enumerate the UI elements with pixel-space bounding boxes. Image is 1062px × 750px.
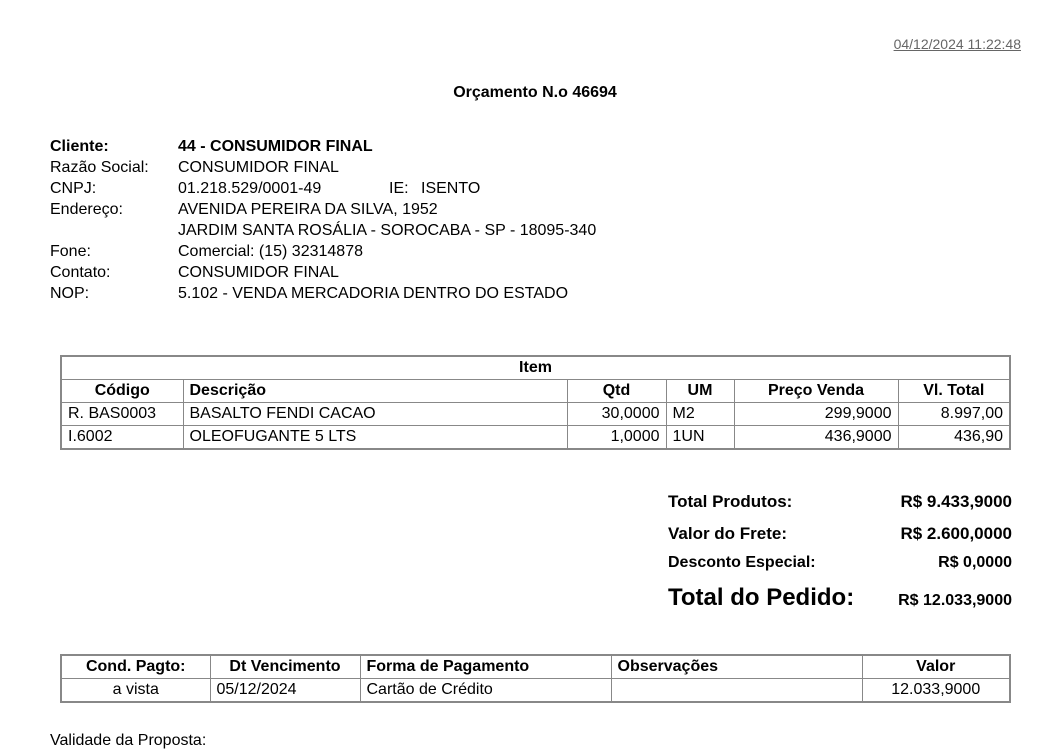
table-row (61, 679, 1010, 703)
frete-value: R$ 2.600,0000 (900, 524, 1012, 543)
total-pedido-label: Total do Pedido: (668, 584, 855, 611)
header-preco: Preço Venda (734, 380, 898, 403)
total-produtos-label: Total Produtos: (668, 492, 793, 511)
items-caption: Item (61, 356, 1010, 380)
header-total: Vl. Total (898, 380, 1010, 403)
header-um: UM (666, 380, 734, 403)
cell-qtd: 30,0000 (567, 403, 666, 426)
header-cond-pagto: Cond. Pagto: (61, 655, 210, 679)
cell-preco: 436,9000 (734, 426, 898, 450)
frete-label: Valor do Frete: (668, 524, 788, 543)
header-forma-pagamento: Forma de Pagamento (360, 655, 611, 679)
endereco-label: Endereço: (50, 201, 123, 218)
header-descricao: Descrição (183, 380, 567, 403)
contato-value: CONSUMIDOR FINAL (178, 264, 339, 281)
client-value: 44 - CONSUMIDOR FINAL (178, 138, 373, 155)
cell-um: 1UN (666, 426, 734, 450)
page-title: Orçamento N.o 46694 (453, 84, 617, 101)
validade-label: Validade da Proposta: (50, 732, 207, 749)
ie-value: ISENTO (421, 180, 481, 197)
total-pedido-row (668, 584, 1012, 612)
cell-cond-pagto: a vista (61, 679, 210, 703)
razao-label: Razão Social: (50, 159, 149, 176)
cell-descricao: OLEOFUGANTE 5 LTS (183, 426, 567, 450)
client-info (50, 136, 596, 304)
fone-value: Comercial: (15) 32314878 (178, 243, 363, 260)
desconto-row (668, 554, 1012, 572)
header-dt-vencimento: Dt Vencimento (210, 655, 360, 679)
cell-um: M2 (666, 403, 734, 426)
total-pedido-value: R$ 12.033,9000 (898, 592, 1012, 609)
cnpj-label: CNPJ: (50, 180, 97, 197)
endereco-value: AVENIDA PEREIRA DA SILVA, 1952 (178, 201, 438, 218)
fone-label: Fone: (50, 243, 91, 260)
cell-forma-pagamento: Cartão de Crédito (360, 679, 611, 703)
cell-qtd: 1,0000 (567, 426, 666, 450)
cell-descricao: BASALTO FENDI CACAO (183, 403, 567, 426)
cell-total: 436,90 (898, 426, 1010, 450)
cell-observacoes (611, 679, 862, 703)
total-produtos-value: R$ 9.433,9000 (900, 492, 1012, 511)
table-row (61, 403, 1010, 426)
cell-codigo: R. BAS0003 (61, 403, 183, 426)
header-codigo: Código (61, 380, 183, 403)
table-row (61, 426, 1010, 450)
payment-table (60, 654, 1011, 703)
contato-label: Contato: (50, 264, 111, 281)
header-valor: Valor (862, 655, 1010, 679)
total-produtos-row (668, 492, 1012, 512)
nop-value: 5.102 - VENDA MERCADORIA DENTRO DO ESTADO (178, 285, 569, 302)
desconto-label: Desconto Especial: (668, 554, 816, 571)
client-label: Cliente: (50, 138, 109, 155)
header-qtd: Qtd (567, 380, 666, 403)
timestamp-link[interactable]: 04/12/2024 11:22:48 (893, 36, 1021, 52)
cell-valor: 12.033,9000 (862, 679, 1010, 703)
cell-codigo: I.6002 (61, 426, 183, 450)
endereco2-label (50, 220, 178, 241)
ie-label: IE: (389, 180, 409, 197)
desconto-value: R$ 0,0000 (938, 554, 1012, 571)
nop-label: NOP: (50, 285, 90, 302)
frete-row (668, 524, 1012, 544)
razao-value: CONSUMIDOR FINAL (178, 159, 339, 176)
items-table (60, 355, 1011, 450)
cell-dt-vencimento: 05/12/2024 (210, 679, 360, 703)
endereco2-value: JARDIM SANTA ROSÁLIA - SOROCABA - SP - 18095-340 (178, 222, 597, 239)
cell-preco: 299,9000 (734, 403, 898, 426)
cell-total: 8.997,00 (898, 403, 1010, 426)
cnpj-value: 01.218.529/0001-49 (178, 180, 322, 197)
header-observacoes: Observações (611, 655, 862, 679)
